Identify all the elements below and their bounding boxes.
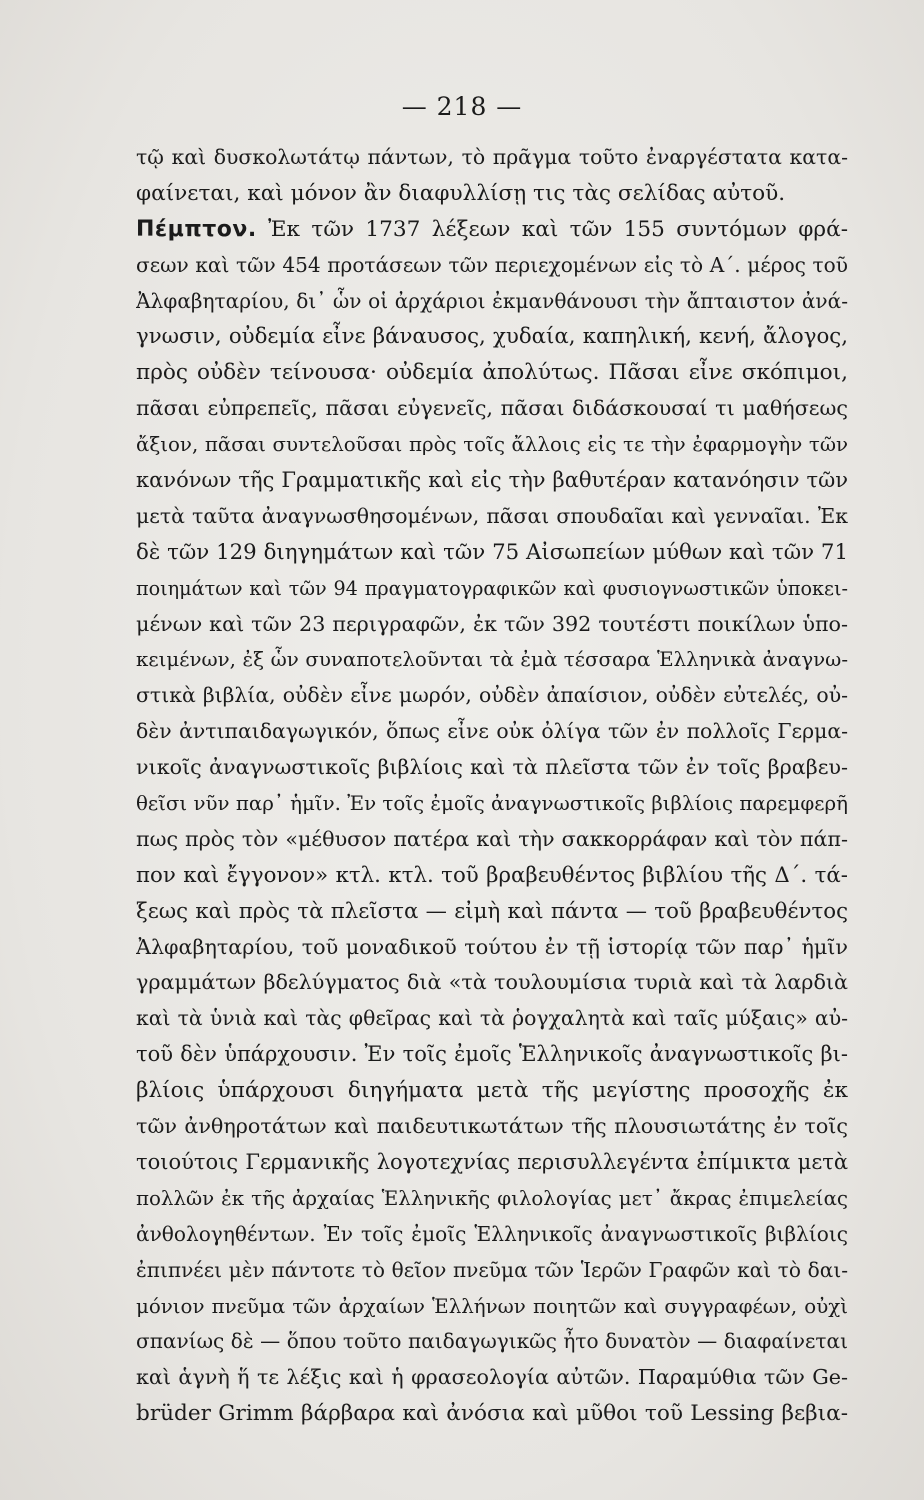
text-line: βλίοις ὑπάρχουσι διηγήματα μετὰ τῆς μεγίστης προσοχῆς ἐκ [136, 1078, 848, 1104]
text-line: δὲν ἀντιπαιδαγωγικόν, ὅπως εἶνε οὐκ ὀλίγα τῶν ἐν πολλοῖς Γερμα- [136, 719, 848, 744]
text-line [136, 212, 848, 248]
text-line: μετὰ ταῦτα ἀναγνωσθησομένων, πᾶσαι σπουδαῖαι καὶ γενναῖαι. Ἐκ [136, 503, 848, 528]
page-number: — 218 — [401, 92, 523, 121]
text-line: καὶ τὰ ὑνιὰ καὶ τὰς φθεῖρας καὶ τὰ ῥογχαλητὰ καὶ ταῖς μύξαις» αὐ- [136, 1006, 848, 1031]
text-line: κειμένων, ἐξ ὧν συναποτελοῦνται τὰ ἐμὰ τέσσαρα Ἑλληνικὰ ἀναγνω- [136, 648, 848, 672]
text-line: θεῖσι νῦν παρ᾽ ἡμῖν. Ἐν τοῖς ἐμοῖς ἀναγνωστικοῖς βιβλίοις παρεμφερῆ [136, 792, 848, 816]
text-line: πρὸς οὐδὲν τείνουσα· οὐδεμία ἀπολύτως. Πᾶσαι εἶνε σκόπιμοι, [136, 360, 848, 386]
text-line: ἐπιπνέει μὲν πάντοτε τὸ θεῖον πνεῦμα τῶν Ἱερῶν Γραφῶν καὶ τὸ δαι- [136, 1257, 848, 1282]
text-line: μένων καὶ τῶν 23 περιγραφῶν, ἐκ τῶν 392 τουτέστι ποικίλων ὑπο- [136, 611, 848, 636]
text-line: στικὰ βιβλία, οὐδὲν εἶνε μωρόν, οὐδὲν ἀπαίσιον, οὐδὲν εὐτελές, οὐ- [136, 683, 848, 708]
text-line: τῶν ἀνθηροτάτων καὶ παιδευτικωτάτων τῆς πλουσιωτάτης ἐν τοῖς [136, 1114, 848, 1139]
text-line: brüder Grimm βάρβαρα καὶ ἀνόσια καὶ μῦθοι τοῦ Lessing βεβια- [136, 1401, 848, 1427]
text-line: τοιούτοις Γερμανικῆς λογοτεχνίας περισυλλεγέντα ἐπίμικτα μετὰ [136, 1149, 848, 1174]
text-line: πολλῶν ἐκ τῆς ἀρχαίας Ἑλληνικῆς φιλολογίας μετ᾽ ἄκρας ἐπιμελείας [136, 1186, 848, 1210]
text-line: μόνιον πνεῦμα τῶν ἀρχαίων Ἑλλήνων ποιητῶν καὶ συγγραφέων, οὐχὶ [136, 1294, 848, 1318]
text-line: Ἀλφαβηταρίου, δι᾽ ὧν οἱ ἀρχάριοι ἐκμανθάνουσι τὴν ἄπταιστον ἀνά- [136, 288, 848, 313]
text-line: πον καὶ ἔγγονον» κτλ. κτλ. τοῦ βραβευθέντος βιβλίου τῆς Δ΄. τά- [136, 862, 848, 888]
text-line: πως πρὸς τὸν «μέθυσον πατέρα καὶ τὴν σακκορράφαν καὶ τὸν πάπ- [136, 826, 848, 851]
text-line: τοῦ δὲν ὑπάρχουσιν. Ἐν τοῖς ἐμοῖς Ἑλληνικοῖς ἀναγνωστικοῖς βι- [136, 1042, 848, 1067]
text-line-content: Ἐκ τῶν 1737 λέξεων καὶ τῶν 155 συντόμων φρά- [268, 216, 848, 242]
text-line: ἀνθολογηθέντων. Ἐν τοῖς ἐμοῖς Ἑλληνικοῖς ἀναγνωστικοῖς βιβλίοις [136, 1221, 848, 1246]
text-line: σεων καὶ τῶν 454 προτάσεων τῶν περιεχομένων εἰς τὸ Α΄. μέρος τοῦ [136, 252, 848, 277]
body-text [136, 140, 848, 1432]
section-heading: Πέμπτον. [136, 216, 257, 242]
text-line: γνωσιν, οὐδεμία εἶνε βάναυσος, χυδαία, καπηλική, κενή, ἄλογος, [136, 324, 848, 350]
text-line: τῷ καὶ δυσκολωτάτῳ πάντων, τὸ πρᾶγμα τοῦτο ἐναργέστατα κατα- [136, 145, 848, 169]
text-line: πᾶσαι εὐπρεπεῖς, πᾶσαι εὐγενεῖς, πᾶσαι διδάσκουσαί τι μαθήσεως [136, 396, 848, 421]
text-line: καὶ ἁγνὴ ἥ τε λέξις καὶ ἡ φρασεολογία αὐτῶν. Παραμύθια τῶν Ge- [136, 1365, 848, 1390]
text-line: Ἀλφαβηταρίου, τοῦ μοναδικοῦ τούτου ἐν τῇ ἱστορίᾳ τῶν παρ᾽ ἡμῖν [136, 934, 848, 959]
text-line: ξεως καὶ πρὸς τὰ πλεῖστα — εἰμὴ καὶ πάντα — τοῦ βραβευθέντος [136, 898, 848, 924]
text-line: ἄξιον, πᾶσαι συντελοῦσαι πρὸς τοῖς ἄλλοις εἰς τε τὴν ἐφαρμογὴν τῶν [136, 433, 848, 457]
text-line: ποιημάτων καὶ τῶν 94 πραγματογραφικῶν καὶ φυσιογνωστικῶν ὑποκει- [136, 576, 848, 600]
text-line: σπανίως δὲ — ὅπου τοῦτο παιδαγωγικῶς ἦτο δυνατὸν — διαφαίνεται [136, 1329, 848, 1354]
text-line: δὲ τῶν 129 διηγημάτων καὶ τῶν 75 Αἰσωπείων μύθων καὶ τῶν 71 [136, 539, 848, 565]
text-line: νικοῖς ἀναγνωστικοῖς βιβλίοις καὶ τὰ πλεῖστα τῶν ἐν τοῖς βραβευ- [136, 755, 848, 780]
text-line: γραμμάτων βδελύγματος διὰ «τὰ τουλουμίσια τυριὰ καὶ τὰ λαρδιὰ [136, 970, 848, 995]
text-line: κανόνων τῆς Γραμματικῆς καὶ εἰς τὴν βαθυτέραν κατανόησιν τῶν [136, 468, 848, 493]
text-line: φαίνεται, καὶ μόνον ἂν διαφυλλίσῃ τις τὰς σελίδας αὐτοῦ. [136, 180, 786, 206]
